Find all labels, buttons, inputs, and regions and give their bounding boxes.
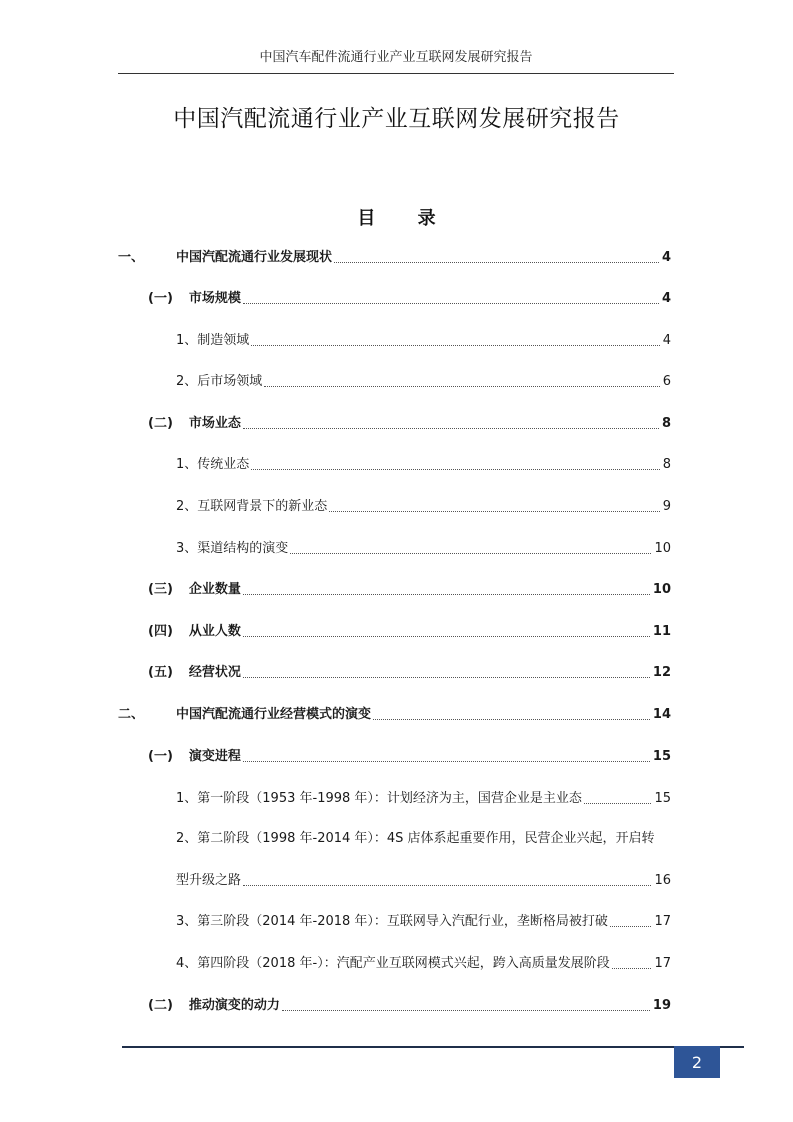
toc-entry[interactable] xyxy=(0,663,671,683)
toc-dot-leader xyxy=(612,968,652,969)
toc-dot-leader xyxy=(251,469,659,470)
toc-entry-page: 19 xyxy=(652,998,671,1013)
toc-entry-text: 经营状况 xyxy=(188,665,241,680)
toc-dot-leader xyxy=(584,803,652,804)
toc-entry[interactable] xyxy=(0,871,671,891)
toc-entry-number: 3、 xyxy=(176,541,198,556)
toc-entry-text: 从业人数 xyxy=(188,624,241,639)
toc-entry-text: 市场规模 xyxy=(188,291,241,306)
toc-dot-leader xyxy=(243,885,651,886)
header-divider xyxy=(118,73,674,74)
toc-dot-leader xyxy=(251,345,659,346)
toc-dot-leader xyxy=(329,511,659,512)
toc-entry-number: (一) xyxy=(148,749,173,764)
toc-entry[interactable] xyxy=(0,372,671,392)
toc-entry-page: 15 xyxy=(652,749,671,764)
toc-dot-leader xyxy=(373,719,650,720)
toc-entry-text: 互联网背景下的新业态 xyxy=(197,499,328,514)
toc-entry-text: 中国汽配流通行业经营模式的演变 xyxy=(176,707,372,722)
toc-entry-page: 17 xyxy=(654,956,671,971)
toc-entry-page: 4 xyxy=(661,250,671,265)
toc-dot-leader xyxy=(264,386,659,387)
toc-entry-number: (四) xyxy=(148,624,173,639)
toc-entry-number: 一、 xyxy=(118,250,145,265)
footer-divider xyxy=(122,1046,744,1048)
toc-entry-number: (二) xyxy=(148,416,173,431)
toc-entry-number: 二、 xyxy=(118,707,145,722)
toc-entry-page: 12 xyxy=(652,665,671,680)
toc-entry-page: 15 xyxy=(654,791,671,806)
toc-entry-number: 2、 xyxy=(176,831,198,846)
toc-entry-page: 10 xyxy=(654,541,671,556)
page-number-badge: 2 xyxy=(674,1046,720,1078)
toc-entry[interactable] xyxy=(0,622,671,642)
toc-entry-number: 1、 xyxy=(176,791,198,806)
toc-entry-page: 11 xyxy=(652,624,671,639)
toc-entry[interactable] xyxy=(0,912,671,932)
toc-dot-leader xyxy=(243,428,659,429)
toc-entry-number: (一) xyxy=(148,291,173,306)
toc-dot-leader xyxy=(243,677,650,678)
toc-entry-page: 14 xyxy=(652,707,671,722)
toc-entry-text: 演变进程 xyxy=(188,749,241,764)
toc-entry-text: 传统业态 xyxy=(197,457,250,472)
toc-entry-number: (二) xyxy=(148,998,173,1013)
toc-entry[interactable] xyxy=(0,414,671,434)
toc-entry-page: 9 xyxy=(662,499,671,514)
toc-dot-leader xyxy=(243,636,650,637)
toc-entry-number: 1、 xyxy=(176,333,198,348)
toc-entry-page: 8 xyxy=(661,416,671,431)
running-header: 中国汽车配件流通行业产业互联网发展研究报告 xyxy=(259,50,533,65)
toc-entry-page: 16 xyxy=(654,873,671,888)
toc-entry-text: 渠道结构的演变 xyxy=(197,541,289,556)
toc-entry-number: 3、 xyxy=(176,914,198,929)
toc-entry-text: 推动演变的动力 xyxy=(188,998,280,1013)
toc-dot-leader xyxy=(243,761,650,762)
toc-dot-leader xyxy=(290,553,651,554)
toc-dot-leader xyxy=(243,594,650,595)
document-title: 中国汽配流通行业产业互联网发展研究报告 xyxy=(173,106,620,132)
toc-entry-number: (五) xyxy=(148,665,173,680)
toc-entry-text: 第一阶段（1953 年-1998 年）：计划经济为主，国营企业是主业态 xyxy=(197,791,582,806)
toc-entry-page: 17 xyxy=(654,914,671,929)
toc-entry[interactable] xyxy=(0,705,671,725)
toc-entry[interactable] xyxy=(0,580,671,600)
toc-entry-text: 第四阶段（2018 年-）：汽配产业互联网模式兴起，跨入高质量发展阶段 xyxy=(197,956,610,971)
toc-entry[interactable] xyxy=(0,289,671,309)
toc-entry[interactable] xyxy=(0,954,671,974)
toc-entry[interactable] xyxy=(0,331,671,351)
toc-entry-text: 第三阶段（2014 年-2018 年）：互联网导入汽配行业，垄断格局被打破 xyxy=(197,914,608,929)
toc-entry-page: 4 xyxy=(661,291,671,306)
toc-entry-number: 2、 xyxy=(176,499,198,514)
toc-entry-number: 4、 xyxy=(176,956,198,971)
toc-dot-leader xyxy=(610,926,652,927)
toc-entry-text-continuation: 型升级之路 xyxy=(176,873,242,888)
toc-entry[interactable] xyxy=(0,747,671,767)
toc-entry[interactable] xyxy=(0,455,671,475)
toc-dot-leader xyxy=(243,303,659,304)
toc-entry[interactable] xyxy=(0,248,671,268)
toc-entry-text: 企业数量 xyxy=(188,582,241,597)
toc-dot-leader xyxy=(282,1010,650,1011)
toc-entry-number: 2、 xyxy=(176,374,198,389)
toc-entry-page: 8 xyxy=(662,457,671,472)
toc-entry-page: 10 xyxy=(652,582,671,597)
toc-dot-leader xyxy=(334,262,659,263)
toc-entry-page: 6 xyxy=(662,374,671,389)
toc-entry-text: 中国汽配流通行业发展现状 xyxy=(176,250,333,265)
toc-entry-number: 1、 xyxy=(176,457,198,472)
toc-entry-text: 制造领域 xyxy=(197,333,250,348)
toc-entry-text: 后市场领域 xyxy=(197,374,263,389)
toc-entry-text: 市场业态 xyxy=(188,416,241,431)
toc-entry-number: (三) xyxy=(148,582,173,597)
toc-heading: 目 录 xyxy=(357,208,454,229)
toc-entry[interactable] xyxy=(0,996,671,1016)
toc-entry[interactable] xyxy=(0,789,671,809)
toc-entry[interactable] xyxy=(0,497,671,517)
toc-entry-text: 第二阶段（1998 年-2014 年）：4S 店体系起重要作用，民营企业兴起，开启转 xyxy=(197,831,655,846)
toc-entry[interactable] xyxy=(0,539,671,559)
toc-entry-wrapped-line[interactable] xyxy=(176,829,673,849)
toc-entry-page: 4 xyxy=(662,333,671,348)
